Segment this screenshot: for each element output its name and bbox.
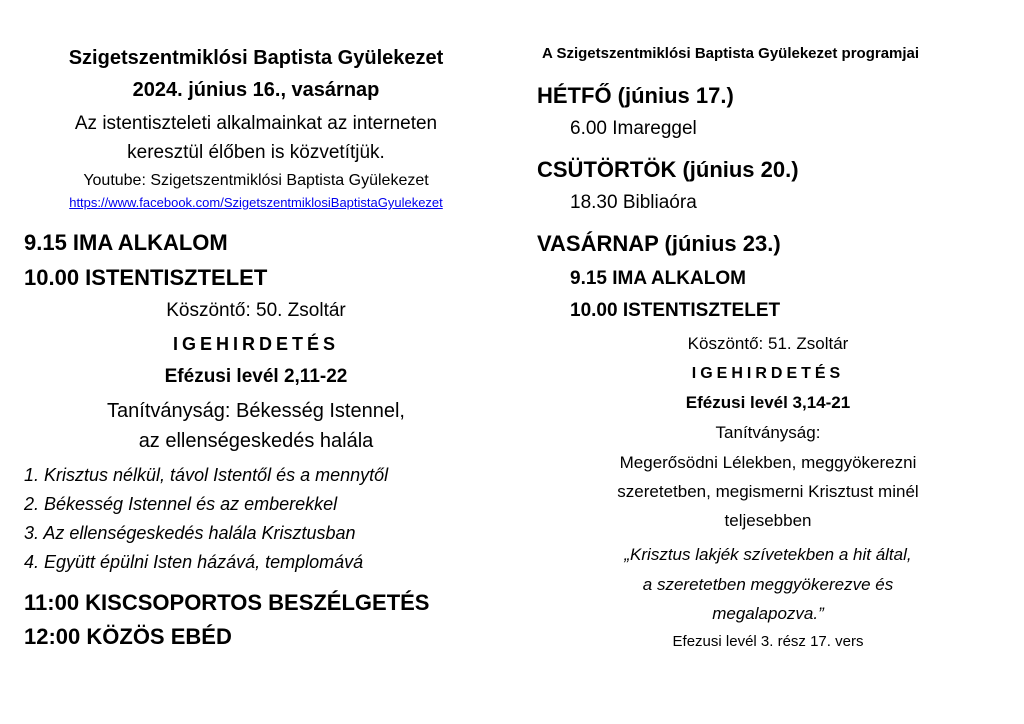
- monday-item: 6.00 Imareggel: [570, 118, 697, 139]
- quote-source: Efezusi levél 3. rész 17. vers: [672, 633, 864, 650]
- broadcast-info-line-2: keresztül élőben is közvetítjük.: [127, 142, 385, 163]
- sermon-point: 2. Békesség Istennel és az emberekkel: [24, 494, 338, 514]
- sunday-scripture-reference: Efézusi levél 3,14-21: [685, 393, 851, 412]
- facebook-link[interactable]: https://www.facebook.com/SzigetszentmiklosiBaptistaGyulekezet: [69, 195, 443, 210]
- service-date: 2024. június 16., vasárnap: [132, 79, 380, 101]
- bible-quote-line: megalapozva.”: [712, 604, 824, 623]
- sunday-theme-label: Tanítványság:: [715, 423, 821, 442]
- sunday-heading: VASÁRNAP (június 23.): [537, 231, 781, 256]
- broadcast-info-line-1: Az istentiszteleti alkalmainkat az interneten: [74, 113, 438, 134]
- sermon-point: 3. Az ellenségeskedés halála Krisztusban: [24, 523, 356, 543]
- scripture-reference: Efézusi levél 2,11-22: [164, 366, 348, 387]
- small-group-time: 11:00 KISCSOPORTOS BESZÉLGETÉS: [24, 590, 430, 615]
- sunday-theme-line: Megerősödni Lélekben, meggyökerezni: [619, 453, 917, 472]
- programs-heading: A Szigetszentmiklósi Baptista Gyülekezet programjai: [542, 45, 920, 62]
- youtube-channel: Youtube: Szigetszentmiklósi Baptista Gyülekezet: [83, 172, 429, 189]
- sunday-prayer-time: 9.15 IMA ALKALOM: [570, 268, 746, 289]
- sermon-theme-line-2: az ellenségeskedés halála: [138, 430, 374, 452]
- preaching-heading: IGEHIRDETÉS: [172, 334, 340, 354]
- sermon-points-list: [24, 461, 388, 577]
- service-time: 10.00 ISTENTISZTELET: [24, 265, 268, 290]
- sunday-service-time: 10.00 ISTENTISZTELET: [570, 300, 781, 321]
- sunday-preaching-heading: IGEHIRDETÉS: [691, 365, 845, 382]
- sunday-theme-line: szeretetben, megismerni Krisztust minél: [617, 482, 919, 501]
- thursday-heading: CSÜTÖRTÖK (június 20.): [537, 157, 799, 182]
- sermon-point: 1. Krisztus nélkül, távol Istentől és a mennytől: [24, 465, 389, 485]
- greeting-psalm: Köszöntő: 50. Zsoltár: [166, 300, 346, 321]
- bible-quote-line: a szeretetben meggyökerezve és: [642, 575, 894, 594]
- monday-heading: HÉTFŐ (június 17.): [537, 83, 734, 108]
- sermon-theme-line-1: Tanítványság: Békesség Istennel,: [107, 400, 405, 422]
- sunday-theme-line: teljesebben: [724, 511, 812, 530]
- sermon-point: 4. Együtt épülni Isten házává, templomává: [24, 552, 364, 572]
- sunday-greeting-psalm: Köszöntő: 51. Zsoltár: [687, 334, 849, 353]
- bible-quote-line: „Krisztus lakjék szívetekben a hit által,: [624, 545, 912, 564]
- church-name-heading: Szigetszentmiklósi Baptista Gyülekezet: [68, 47, 444, 69]
- lunch-time: 12:00 KÖZÖS EBÉD: [24, 624, 232, 649]
- thursday-item: 18.30 Bibliaóra: [570, 192, 697, 213]
- prayer-time: 9.15 IMA ALKALOM: [24, 230, 228, 255]
